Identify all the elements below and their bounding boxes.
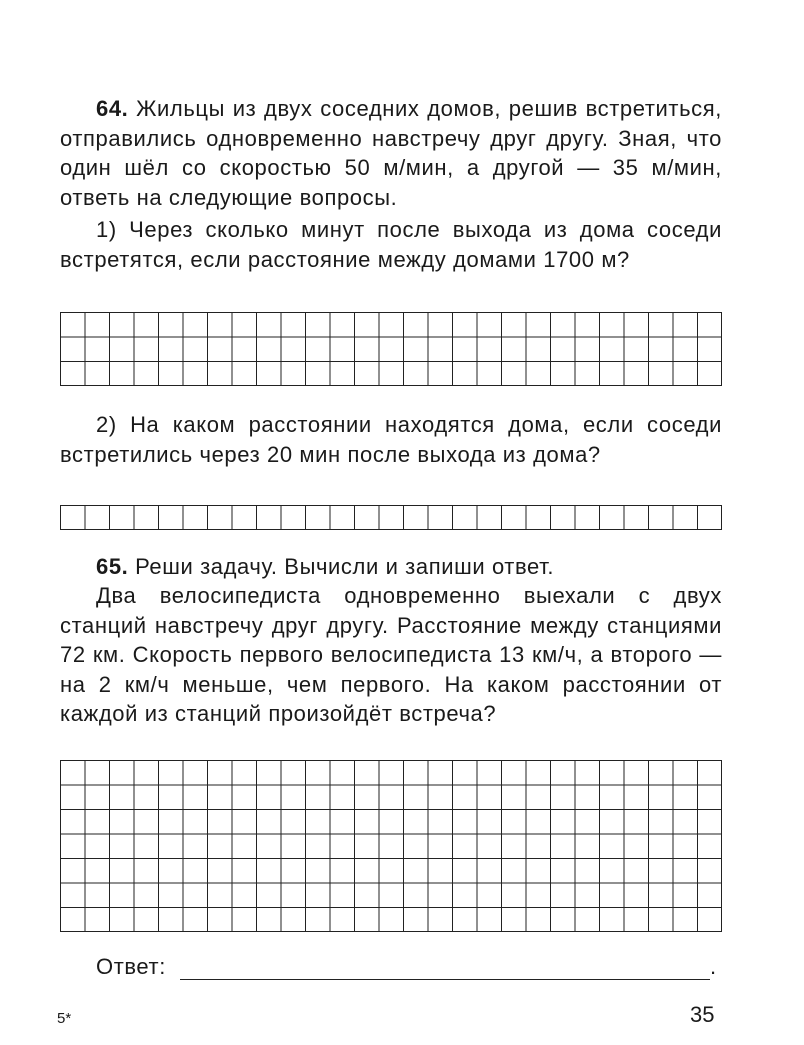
- task-65-instruction: Реши задачу. Вычисли и запиши ответ.: [135, 554, 555, 579]
- page-number: 35: [690, 1002, 715, 1027]
- answer-line[interactable]: [180, 961, 710, 980]
- answer-end: .: [709, 954, 717, 979]
- task-64-question-1: 1) Через сколько минут после выхода из дома соседи встретятся, если расстояние между домами 1700 м?: [60, 217, 722, 272]
- answer-grid-q2[interactable]: [60, 505, 722, 530]
- answer-label: Ответ:: [96, 954, 166, 979]
- answer-grid-q1[interactable]: [60, 312, 722, 386]
- answer-row: [96, 954, 717, 980]
- footer-mark: 5*: [57, 1010, 72, 1027]
- task-64-number: 64.: [96, 96, 129, 121]
- task-64-statement: [60, 94, 722, 212]
- task-65-number: 65.: [96, 554, 129, 579]
- task-64-question-2: 2) На каком расстоянии находятся дома, если соседи встретились через 20 мин после выхода из дома?: [60, 412, 722, 467]
- answer-grid-task-65[interactable]: [60, 760, 722, 932]
- task-65-heading: [60, 552, 722, 582]
- task-65-text: Два велосипедиста одновременно выехали с двух станций навстречу друг другу. Расстояние между станциями 72 км. Скорость первого велосипедиста 13 км/ч, а второго — на 2 км/ч меньше, чем первого. На каком расстоянии от каждой из станций произойдёт встреча?: [60, 583, 722, 726]
- task-64-text: Жильцы из двух соседних домов, решив встретиться, отправились одновременно навстречу друг другу. Зная, что один шёл со скоростью 50 м/мин, а другой — 35 м/мин, ответь на следующие вопросы.: [60, 96, 722, 210]
